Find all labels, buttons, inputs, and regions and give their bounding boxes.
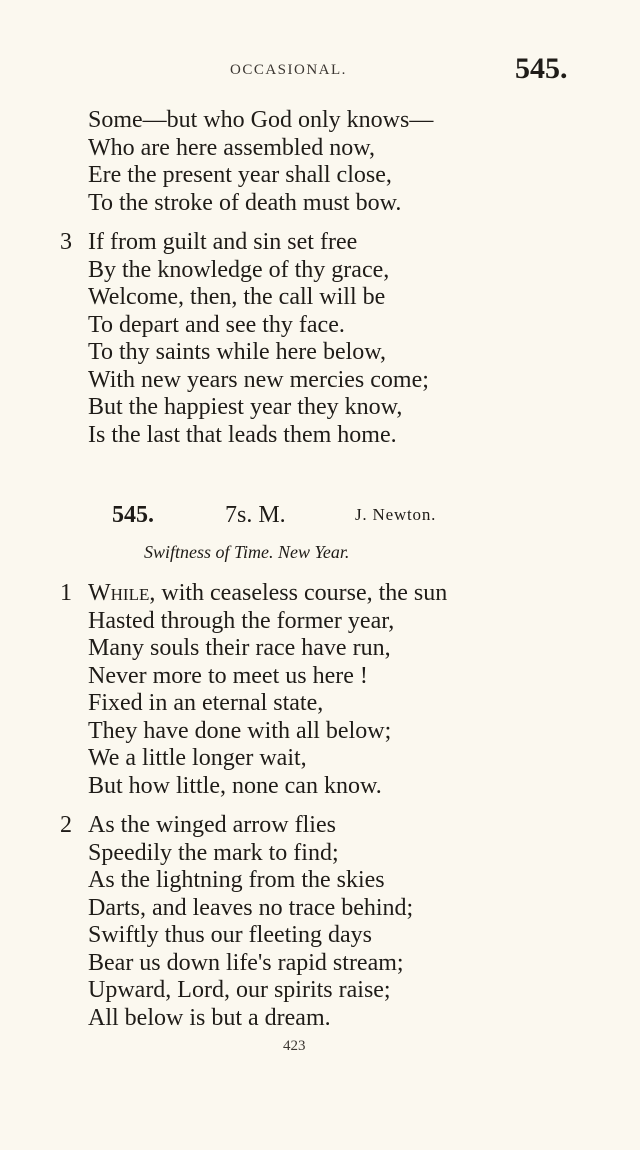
verse-line: Hasted through the former year,	[88, 607, 395, 634]
verse-line: But the happiest year they know,	[88, 394, 403, 420]
page-hymn-number: 545.	[515, 52, 568, 85]
verse-line: By the knowledge of thy grace,	[88, 256, 390, 283]
verse-line: All below is but a dream.	[88, 1004, 331, 1031]
verse-line: Some—but who God only knows—	[88, 107, 434, 133]
verse-line: 3 If from guilt and sin set free	[60, 229, 358, 255]
hymn-meter: 7s. M.	[225, 502, 286, 528]
hymn-number: 545.	[112, 502, 154, 528]
verse-line: To depart and see thy face.	[88, 311, 345, 338]
verse-line: To the stroke of death must bow.	[88, 189, 402, 216]
verse-line: Bear us down life's rapid stream;	[88, 949, 404, 976]
stanza-number: 3	[60, 229, 72, 255]
verse-line: Swiftly thus our fleeting days	[88, 922, 372, 948]
verse-line: Welcome, then, the call will be	[88, 284, 386, 310]
hymn-author: J. Newton.	[355, 505, 437, 524]
section-title: OCCASIONAL.	[230, 62, 347, 78]
hymn-heading	[0, 502, 640, 538]
verse-line: Speedily the mark to find;	[88, 839, 339, 866]
verse-line: As the lightning from the skies	[88, 867, 385, 893]
verse-line: Upward, Lord, our spirits raise;	[88, 977, 391, 1003]
page-number: 423	[283, 1038, 306, 1054]
verse-line: Never more to meet us here !	[88, 662, 368, 689]
running-head	[0, 52, 640, 88]
verse-line: They have done with all below;	[88, 717, 392, 744]
verse-line: To thy saints while here below,	[88, 339, 387, 365]
verse-line: With new years new mercies come;	[88, 366, 429, 393]
stanza-number: 2	[60, 812, 72, 838]
verse-line: Is the last that leads them home.	[88, 421, 397, 448]
stanza-3	[0, 229, 640, 449]
hymn-subtitle: Swiftness of Time. New Year.	[144, 542, 350, 562]
verse-line: 1 While, with ceaseless course, the sun	[60, 580, 448, 606]
stanza-1	[0, 580, 640, 800]
first-word: While,	[88, 580, 156, 606]
verse-line: Darts, and leaves no trace behind;	[88, 894, 414, 921]
verse-line: Many souls their race have run,	[88, 635, 391, 661]
verse-line: 2 As the winged arrow flies	[60, 812, 336, 838]
verse-line: We a little longer wait,	[88, 745, 307, 771]
verse-line: But how little, none can know.	[88, 772, 382, 799]
stanza-2	[0, 812, 640, 1032]
continued-stanza	[0, 107, 640, 217]
stanza-number: 1	[60, 580, 72, 606]
verse-line: Who are here assembled now,	[88, 134, 375, 161]
verse-line: Fixed in an eternal state,	[88, 690, 324, 716]
verse-line: Ere the present year shall close,	[88, 162, 392, 188]
